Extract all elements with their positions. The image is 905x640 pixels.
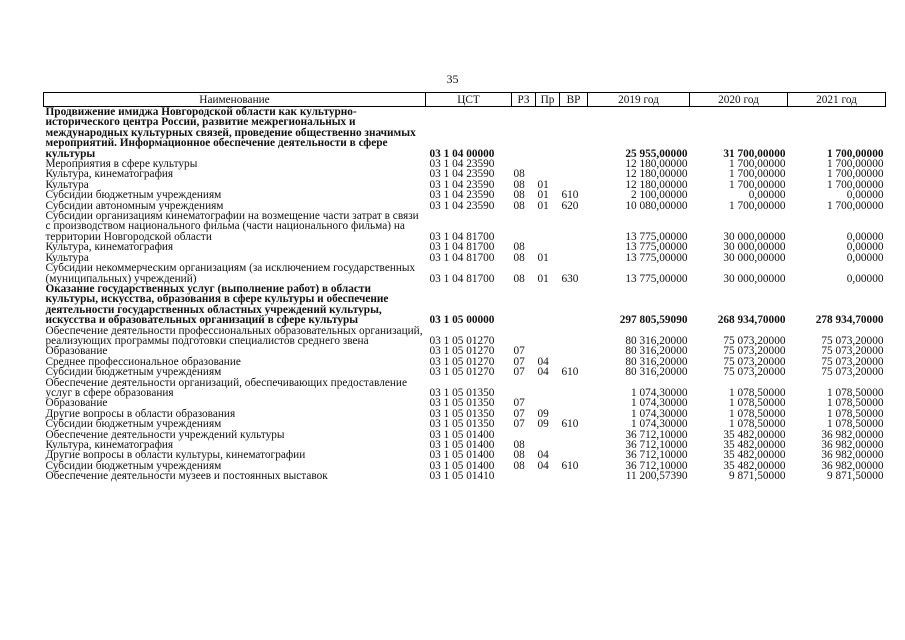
row-cst: 03 1 05 01270 [429, 366, 495, 379]
table-row [44, 378, 886, 399]
row-rz: 07 [513, 418, 525, 431]
row-vr: 610 [561, 366, 579, 379]
row-2021: 75 073,20000 [821, 345, 884, 358]
row-2019: 36 712,10000 [625, 428, 688, 441]
row-2021: 1 700,00000 [827, 168, 884, 181]
row-cst: 03 1 04 23590 [429, 158, 495, 171]
row-cst: 03 1 05 01350 [429, 386, 495, 399]
row-2021: 75 073,20000 [821, 355, 884, 368]
header-cst: ЦСТ [426, 93, 512, 107]
row-vr [560, 378, 588, 399]
row-name: Культура, кинематография [45, 168, 174, 181]
row-rz: 07 [513, 397, 525, 410]
row-pr: 09 [537, 407, 549, 420]
row-2020: 1 700,00000 [729, 178, 786, 191]
row-pr [536, 211, 560, 242]
row-name: Образование [45, 397, 108, 410]
row-vr [560, 253, 588, 263]
table-row [44, 284, 886, 326]
row-cst: 03 1 04 23590 [429, 189, 495, 202]
row-rz: 08 [513, 272, 525, 285]
row-2019: 1 074,30000 [631, 386, 688, 399]
row-cst: 03 1 05 01270 [429, 355, 495, 368]
row-2019: 25 955,00000 [625, 147, 688, 160]
header-2020: 2020 год [690, 93, 788, 107]
row-2020: 35 482,00000 [723, 439, 786, 451]
table-row [44, 367, 886, 377]
row-2019: 12 180,00000 [625, 168, 688, 181]
row-2019: 80 316,20000 [625, 366, 688, 379]
row-cst: 03 1 04 23590 [429, 178, 495, 191]
header-vr: ВР [560, 93, 588, 107]
row-vr [560, 440, 588, 450]
row-2019: 36 712,10000 [625, 449, 688, 462]
row-vr [560, 107, 588, 160]
row-cst: 03 1 04 81700 [429, 230, 495, 243]
table-row [44, 471, 886, 481]
row-name: Оказание государственных услуг (выполнение работ) в области культуры, искусства, образования в сфере культуры и обеспечение деятельности государственных областных учреждений культуры, искусства и образовательных организаций в сфере культуры [45, 282, 389, 327]
row-2019: 80 316,20000 [625, 355, 688, 368]
row-2019: 13 775,00000 [625, 272, 688, 285]
row-name: Другие вопросы в области образования [45, 407, 236, 420]
row-name: Субсидии бюджетным учреждениям [45, 189, 222, 202]
row-cst: 03 1 05 01400 [429, 459, 495, 472]
row-2021: 36 982,00000 [821, 449, 884, 462]
row-vr [560, 242, 588, 252]
row-cst: 03 1 05 01350 [429, 397, 495, 410]
row-name: Другие вопросы в области культуры, кинематографии [45, 449, 306, 462]
row-pr [536, 107, 560, 160]
row-2021: 0,00000 [846, 230, 884, 243]
row-rz: 08 [513, 251, 525, 264]
row-2020: 75 073,20000 [723, 366, 786, 379]
row-pr: 09 [537, 418, 549, 431]
table-body [44, 107, 886, 482]
row-2021: 0,00000 [846, 251, 884, 264]
row-2020: 75 073,20000 [723, 345, 786, 358]
row-2021: 36 982,00000 [821, 459, 884, 472]
row-vr: 610 [561, 459, 579, 472]
row-2020: 1 078,50000 [729, 407, 786, 420]
row-name: Образование [45, 345, 108, 358]
row-name: Культура, кинематография [45, 439, 174, 451]
row-cst: 03 1 04 81700 [429, 241, 495, 254]
row-2021: 9 871,50000 [827, 470, 884, 483]
row-cst: 03 1 05 00000 [429, 314, 495, 327]
row-2020: 1 078,50000 [729, 386, 786, 399]
row-2021: 36 982,00000 [821, 439, 884, 451]
row-pr: 04 [537, 449, 549, 462]
row-rz [512, 378, 536, 399]
table-header [44, 93, 886, 107]
row-2020: 30 000,00000 [723, 241, 786, 254]
row-pr: 04 [537, 459, 549, 472]
row-2020: 35 482,00000 [723, 428, 786, 441]
row-vr [560, 326, 588, 347]
row-2021: 1 700,00000 [827, 147, 884, 160]
row-rz: 07 [513, 407, 525, 420]
row-pr [536, 471, 560, 481]
header-2019: 2019 год [588, 93, 690, 107]
row-2021: 0,00000 [846, 189, 884, 202]
row-cst: 03 1 05 01270 [429, 334, 495, 347]
row-rz: 08 [513, 189, 525, 202]
row-2020: 30 000,00000 [723, 230, 786, 243]
row-2021: 75 073,20000 [821, 366, 884, 379]
row-rz [512, 107, 536, 160]
table-row [44, 326, 886, 347]
row-2020: 35 482,00000 [723, 459, 786, 472]
row-name: Среднее профессиональное образование [45, 355, 241, 368]
row-name: Продвижение имиджа Новгородской области как культурно-исторического центра России, развитие межрегиональных и международных культурных связей, проведение общественно значимых мероприятий. Информационное обеспечение деятельности в сфере культуры [45, 106, 416, 160]
row-pr: 01 [537, 251, 549, 264]
row-cst: 03 1 04 23590 [429, 199, 495, 212]
row-cst: 03 1 04 23590 [429, 168, 495, 181]
row-rz: 08 [513, 168, 525, 181]
row-rz: 07 [513, 345, 525, 358]
row-pr: 01 [537, 272, 549, 285]
row-2021: 1 078,50000 [827, 386, 884, 399]
row-pr [536, 430, 560, 440]
row-vr [560, 471, 588, 481]
row-name: Обеспечение деятельности профессиональных образовательных организаций, реализующих программы подготовки специалистов среднего звена [45, 324, 423, 347]
row-name: Обеспечение деятельности организаций, обеспечивающих предоставление услуг в сфере образования [45, 376, 407, 399]
row-vr [560, 346, 588, 356]
row-cst: 03 1 04 81700 [429, 272, 495, 285]
row-rz: 08 [513, 199, 525, 212]
row-name: Субсидии бюджетным учреждениям [45, 418, 222, 431]
row-rz: 08 [513, 439, 525, 451]
row-2020: 0,00000 [748, 189, 786, 202]
row-rz: 07 [513, 366, 525, 379]
row-vr [560, 284, 588, 326]
row-2019: 2 100,00000 [631, 189, 688, 202]
row-2019: 13 775,00000 [625, 251, 688, 264]
row-2021: 0,00000 [846, 241, 884, 254]
table-row [44, 263, 886, 284]
row-name: Обеспечение деятельности учреждений культуры [45, 428, 285, 441]
row-name: Культура [45, 178, 89, 191]
row-cst: 03 1 05 01410 [429, 470, 495, 483]
row-2019: 36 712,10000 [625, 439, 688, 451]
row-cst: 03 1 05 01270 [429, 345, 495, 358]
row-2019: 12 180,00000 [625, 178, 688, 191]
row-pr: 04 [537, 355, 549, 368]
row-rz [512, 211, 536, 242]
table-row [44, 211, 886, 242]
row-pr [536, 284, 560, 326]
row-2021: 75 073,20000 [821, 334, 884, 347]
row-cst: 03 1 05 01350 [429, 418, 495, 431]
row-name: Субсидии бюджетным учреждениям [45, 459, 222, 472]
row-pr [536, 159, 560, 169]
row-2021: 36 982,00000 [821, 428, 884, 441]
row-rz [512, 284, 536, 326]
row-name: Субсидии бюджетным учреждениям [45, 366, 222, 379]
row-name: Культура [45, 251, 89, 264]
row-2020: 75 073,20000 [723, 334, 786, 347]
row-name: Культура, кинематография [45, 241, 174, 254]
row-2020: 31 700,00000 [723, 147, 786, 160]
header-2021: 2021 год [788, 93, 886, 107]
row-2019: 10 080,00000 [625, 199, 688, 212]
row-pr: 01 [537, 189, 549, 202]
budget-table [43, 92, 886, 482]
row-name: Обеспечение деятельности музеев и постоянных выставок [45, 470, 328, 483]
row-name: Субсидии некоммерческим организациям (за исключением государственных (муниципальных) учреждений) [45, 262, 416, 285]
row-2020: 75 073,20000 [723, 355, 786, 368]
row-2020: 30 000,00000 [723, 272, 786, 285]
row-2021: 1 700,00000 [827, 199, 884, 212]
row-2020: 1 078,50000 [729, 397, 786, 410]
row-name: Субсидии автономным учреждениям [45, 199, 224, 212]
row-rz: 07 [513, 355, 525, 368]
row-pr [536, 378, 560, 399]
row-2019: 80 316,20000 [625, 334, 688, 347]
row-cst: 03 1 05 01400 [429, 428, 495, 441]
row-2021: 278 934,70000 [815, 314, 884, 327]
row-2020: 1 700,00000 [729, 199, 786, 212]
row-2019: 11 200,57390 [625, 470, 688, 483]
row-2019: 1 074,30000 [631, 407, 688, 420]
row-vr [560, 169, 588, 179]
row-cst: 03 1 05 01400 [429, 439, 495, 451]
row-2020: 1 078,50000 [729, 418, 786, 431]
row-rz [512, 471, 536, 481]
row-2020: 1 700,00000 [729, 158, 786, 171]
row-2019: 13 775,00000 [625, 230, 688, 243]
row-vr: 610 [561, 189, 579, 202]
row-vr [560, 398, 588, 408]
table-row [44, 107, 886, 160]
row-2021: 1 700,00000 [827, 158, 884, 171]
row-cst: 03 1 04 00000 [429, 147, 495, 160]
row-vr [560, 430, 588, 440]
page-number: 35 [446, 72, 459, 86]
row-pr: 04 [537, 366, 549, 379]
row-rz [512, 326, 536, 347]
row-pr [536, 326, 560, 347]
row-vr: 630 [561, 272, 579, 285]
row-cst: 03 1 05 01350 [429, 407, 495, 420]
row-2021: 0,00000 [846, 272, 884, 285]
row-vr: 610 [561, 418, 579, 431]
row-cst: 03 1 05 01400 [429, 449, 495, 462]
row-2020: 9 871,50000 [729, 470, 786, 483]
row-vr [560, 211, 588, 242]
row-vr: 620 [561, 199, 579, 212]
row-pr: 01 [537, 178, 549, 191]
row-2019: 36 712,10000 [625, 459, 688, 472]
row-rz: 08 [513, 459, 525, 472]
row-2019: 80 316,20000 [625, 345, 688, 358]
header-rz: РЗ [512, 93, 536, 107]
row-2019: 1 074,30000 [631, 418, 688, 431]
row-2019: 12 180,00000 [625, 158, 688, 171]
row-name: Субсидии организациям кинематографии на возмещение части затрат в связи с производством национального фильма (части национального фильма) на территории Новгородской области [45, 210, 419, 243]
row-2019: 13 775,00000 [625, 241, 688, 254]
row-rz: 08 [513, 449, 525, 462]
row-rz: 08 [513, 178, 525, 191]
row-rz: 08 [513, 241, 525, 254]
row-2020: 30 000,00000 [723, 251, 786, 264]
row-2020: 268 934,70000 [717, 314, 786, 327]
row-2021: 1 078,50000 [827, 397, 884, 410]
row-vr [560, 159, 588, 169]
row-2019: 1 074,30000 [631, 397, 688, 410]
header-pr: Пр [536, 93, 560, 107]
row-2020: 1 700,00000 [729, 168, 786, 181]
row-2021: 1 078,50000 [827, 418, 884, 431]
row-2021: 1 078,50000 [827, 407, 884, 420]
row-2019: 297 805,59090 [619, 314, 688, 327]
header-name: Наименование [44, 93, 426, 107]
row-2020: 35 482,00000 [723, 449, 786, 462]
row-2021: 1 700,00000 [827, 178, 884, 191]
row-pr: 01 [537, 199, 549, 212]
row-cst: 03 1 04 81700 [429, 251, 495, 264]
row-name: Мероприятия в сфере культуры [45, 158, 198, 171]
